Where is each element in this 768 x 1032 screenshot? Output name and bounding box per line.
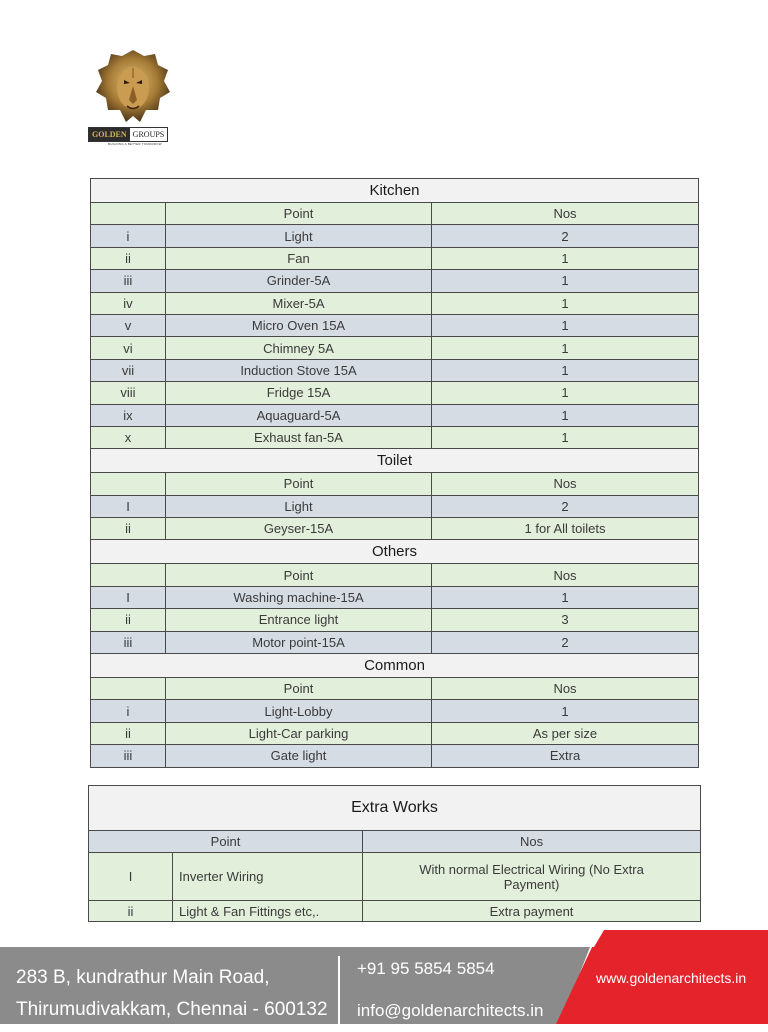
column-header-point: Point [89,831,363,853]
row-number: ii [91,722,166,744]
section-title-kitchen: Kitchen [91,179,699,203]
row-point: Micro Oven 15A [166,314,432,336]
table-row [91,518,699,540]
section-title-others: Others [91,540,699,564]
phone-number: +91 95 5854 5854 [357,959,495,978]
column-header-point: Point [166,678,432,700]
row-point: Inverter Wiring [173,853,363,901]
row-point: Washing machine-15A [166,586,432,608]
electrical-points-table [90,178,699,768]
lion-head-icon [92,48,174,126]
table-row [91,314,699,336]
column-header-nos: Nos [363,831,701,853]
row-number: iii [91,270,166,292]
table-row [91,292,699,314]
section-header-row [91,540,699,564]
column-header-number [91,564,166,586]
row-number: i [91,700,166,722]
row-point: Entrance light [166,609,432,631]
row-number: viii [91,382,166,404]
section-header-row [91,654,699,678]
section-title-common: Common [91,654,699,678]
table-row [91,225,699,247]
footer-address [16,962,328,1026]
row-number: I [91,495,166,517]
column-header-row [91,564,699,586]
row-number: I [89,853,173,901]
column-header-number [91,203,166,225]
table-row [91,359,699,381]
extra-works-table [88,785,701,922]
brand-tagline: BUILDING A BETTER TOMORROW [108,142,162,146]
row-nos: 1 for All toilets [432,518,699,540]
column-header-row [91,203,699,225]
column-header-nos: Nos [432,564,699,586]
table-row [91,426,699,448]
table-row [91,631,699,653]
row-number: ix [91,404,166,426]
row-point: Geyser-15A [166,518,432,540]
row-point: Gate light [166,745,432,767]
section-title-extra-works: Extra Works [89,786,701,831]
table-row [91,722,699,744]
table-row [89,853,701,901]
row-nos: 1 [432,426,699,448]
section-header-row [91,449,699,473]
row-nos: 1 [432,247,699,269]
row-number: vii [91,359,166,381]
table-row [91,700,699,722]
row-nos: Extra [432,745,699,767]
table-row [91,382,699,404]
row-nos: As per size [432,722,699,744]
row-number: ii [91,247,166,269]
brand-wordmark [88,127,168,142]
column-header-point: Point [166,203,432,225]
row-point: Motor point-15A [166,631,432,653]
brand-left: GOLDEN [89,128,130,141]
row-number: iv [91,292,166,314]
column-header-nos: Nos [432,678,699,700]
column-header-row [91,678,699,700]
section-header-row [91,179,699,203]
row-nos: With normal Electrical Wiring (No Extra Payment) [363,853,701,901]
row-nos: Extra payment [363,901,701,922]
footer-contact [357,948,543,1032]
table-row [89,901,701,922]
email-address: info@goldenarchitects.in [357,1001,544,1020]
table-row [91,495,699,517]
table-row [91,745,699,767]
row-point: Fan [166,247,432,269]
row-number: ii [89,901,173,922]
row-point: Fridge 15A [166,382,432,404]
row-nos: 1 [432,359,699,381]
row-number: x [91,426,166,448]
footer-bar [0,930,768,1024]
row-nos: 3 [432,609,699,631]
column-header-nos: Nos [432,473,699,495]
row-nos: 1 [432,586,699,608]
row-point: Light [166,225,432,247]
row-nos: 1 [432,270,699,292]
table-row [91,609,699,631]
row-point: Light [166,495,432,517]
table-row [91,337,699,359]
table-row [91,586,699,608]
row-point: Exhaust fan-5A [166,426,432,448]
column-header-row [91,473,699,495]
website-link[interactable]: www.goldenarchitects.in [596,970,747,986]
row-point: Aquaguard-5A [166,404,432,426]
row-nos: 2 [432,495,699,517]
row-nos: 2 [432,631,699,653]
table-row [91,270,699,292]
column-header-point: Point [166,473,432,495]
address-line-2: Thirumudivakkam, Chennai - 600132 [16,999,328,1020]
row-nos: 1 [432,314,699,336]
table-row [91,247,699,269]
section-title-toilet: Toilet [91,449,699,473]
row-point: Grinder-5A [166,270,432,292]
row-nos: 2 [432,225,699,247]
row-nos: 1 [432,292,699,314]
row-nos: 1 [432,382,699,404]
column-header-nos: Nos [432,203,699,225]
table-row [91,404,699,426]
row-number: iii [91,745,166,767]
row-number: iii [91,631,166,653]
row-point: Light & Fan Fittings etc,. [173,901,363,922]
column-header-point: Point [166,564,432,586]
address-line-1: 283 B, kundrathur Main Road, [16,967,270,988]
row-point: Chimney 5A [166,337,432,359]
row-point: Induction Stove 15A [166,359,432,381]
row-nos: 1 [432,404,699,426]
row-point: Mixer-5A [166,292,432,314]
column-header-number [91,678,166,700]
row-number: I [91,586,166,608]
row-nos: 1 [432,700,699,722]
row-point: Light-Lobby [166,700,432,722]
company-logo [78,48,190,148]
row-number: ii [91,518,166,540]
row-nos: 1 [432,337,699,359]
column-header-number [91,473,166,495]
row-number: vi [91,337,166,359]
row-number: ii [91,609,166,631]
footer-divider [338,956,340,1024]
row-number: i [91,225,166,247]
row-number: v [91,314,166,336]
brand-right: GROUPS [130,128,168,141]
row-point: Light-Car parking [166,722,432,744]
